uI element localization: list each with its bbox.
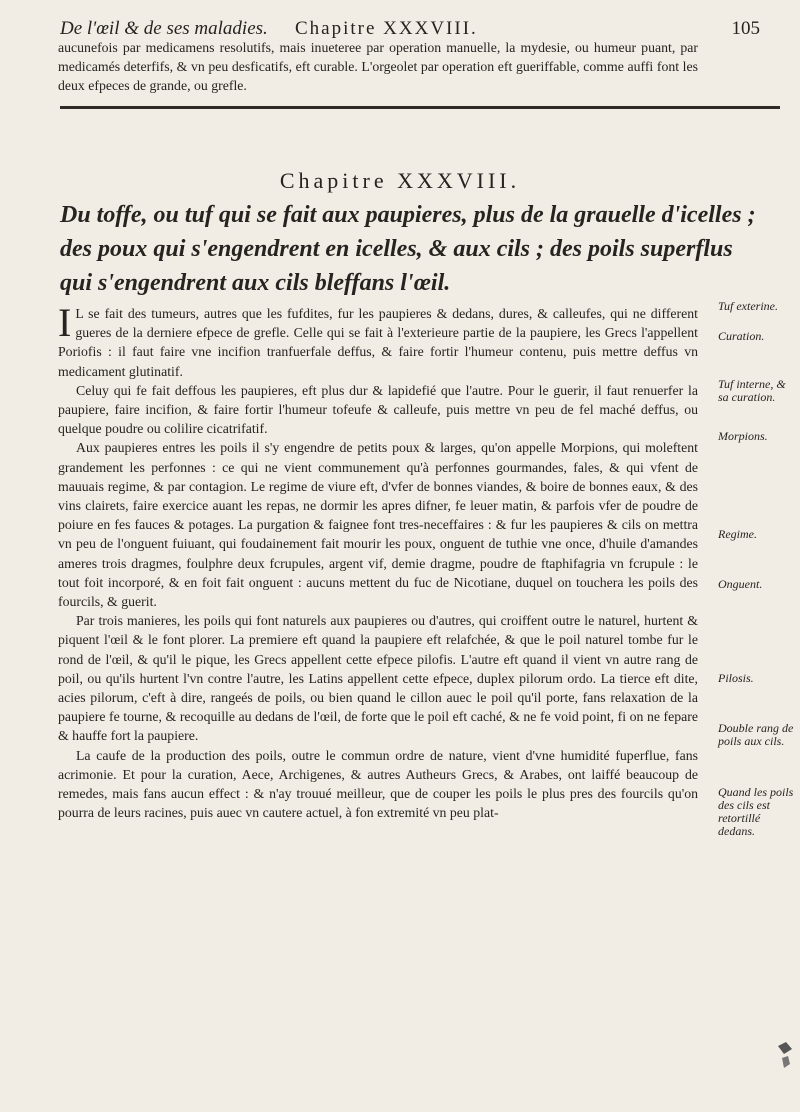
chapter-title: Du toffe, ou tuf qui se fait aux paupieres, plus de la grauelle d'icelles ; des poux qui s'engendrent en icelles, & aux cils ; des poils superflus qui s'engendrent aux cils bleffans l'œil. (60, 202, 756, 296)
opening-paragraph: aucunefois par medicamens resolutifs, mais inueteree par operation manuelle, la mydesie, ou humeur puant, par medicamés deterfifs, & vn peu desficatifs, eft curable. L'orgeolet par operation eft gueriffable, comme auffi font les deux efpeces de grande, ou grefle. (58, 40, 698, 94)
paragraph-1 (58, 300, 698, 381)
margin-note: Regime. (718, 527, 757, 541)
paragraph-3: Aux paupieres entres les poils il s'y engendre de petits poux & larges, qu'on appelle Morpions, qui moleftent grandement les perfonnes : ce qui ne vient communement qu'à perfonnes gourmandes, fales, & qui vfent de mauuais regime, & par contagion. Le regime de viure eft, d'vfer de bonnes viandes, & boire de bonnes eaux, & des vins clairets, faire exercice auant les repas, ne dormir les apres difner, fe leuer matin, & parfois vfer de poudre de poiure en fes fauces & potages. La purgation & faignee font tres-neceffaires : & fur les paupieres & cils on mettra vn peu de l'onguent fuiuant, qui foudainement fait mourir les poux, onguent de tuthie vne once, d'huile d'amandes ameres trois dragmes, foulphre deux fcrupules, argent vif, demie dragme, poudre de ftaphifagria vn fcrupule : le tout foit incorporé, & en foit fait onguent : aucuns mettent du fuc de Nicotiane, duquel on touchera les poils des fourcils, & guerit. (58, 440, 698, 610)
margin-note: Pilosis. (718, 671, 754, 685)
margin-note: Curation. (718, 329, 765, 343)
section-divider (60, 106, 780, 109)
paragraph-text: L se fait des tumeurs, autres que les fufdites, fur les paupieres & dedans, dures, & calleufes, qui ne different gueres de la derniere efpece de grefle. Celle qui se fait à l'exterieure partie de la paupiere, les Grecs l'appellent Poriofis : il faut faire vne incifion tranfuerfale deffus, & faire fortir l'humeur contenu, puis mettre deffus vn medicament glutinatif. (58, 306, 698, 379)
margin-note: Tuf exterine. (718, 299, 778, 313)
running-title: De l'œil & de ses maladies. (60, 18, 268, 39)
chapter-body (58, 300, 698, 822)
paragraph-4: Par trois manieres, les poils qui font naturels aux paupieres ou d'autres, qui croiffent outre le naturel, hurtent & piquent l'œil & le font plorer. La premiere eft quand la paupiere eft relafchée, & que le poil naturel tombe fur le rond de l'œil, & qu'il le pique, les Grecs appellent cette efpece pilofis. L'autre eft quand il vient vn autre rang de poil, ou qu'ils hurtent l'vn contre l'autre, les Latins appellent cette efpece, duplex pilorum ordo. La tierce eft dite, acies pilorum, c'eft à dire, rangeés de poils, ou bien quand le cillon auec le poil qu'il porte, fans relaxation de la paupiere fe tourne, & recoquille au dedans de l'œil, de forte que le poil eft caché, & ne fe void point, fi on ne fepare & hauffe fort la paupiere. (58, 613, 698, 744)
page-number: 105 (731, 18, 760, 39)
ink-mark (774, 1040, 796, 1070)
paragraph-5: La caufe de la production des poils, outre le commun ordre de nature, vient d'vne humidité fuperflue, fans acrimonie. Et pour la curation, Aece, Archigenes, & autres Autheurs Grecs, & Arabes, ont laiffé beaucoup de remedes, mais fans aucun effect : & n'ay trouué meilleur, que de couper les poils le plus pres des fourcils qu'on pourra de leurs racines, puis auec vn cautere actuel, à fon extremité vn peu plat- (58, 747, 698, 821)
paragraph-2: Celuy qui fe fait deffous les paupieres, eft plus dur & lapidefié que l'autre. Pour le guerir, il faut renuerfer la paupiere, faire incifion, & faire fortir l'humeur tofeufe & calleufe, puis mettre vn peu de fel maché deffus, ou quelque poudre ou colilire cicatrifatif. (58, 382, 698, 437)
margin-note: Tuf interne, & sa curation. (718, 377, 786, 404)
running-chapter: Chapitre XXXVIII. (295, 18, 478, 39)
margin-note: Quand les poils des cils est retortillé dedans. (718, 785, 794, 838)
margin-note: Double rang de poils aux cils. (718, 721, 794, 748)
margin-note: Morpions. (718, 429, 768, 443)
margin-note: Onguent. (718, 577, 763, 591)
drop-cap: I (58, 300, 72, 345)
chapter-heading: Chapitre XXXVIII. (279, 168, 521, 193)
